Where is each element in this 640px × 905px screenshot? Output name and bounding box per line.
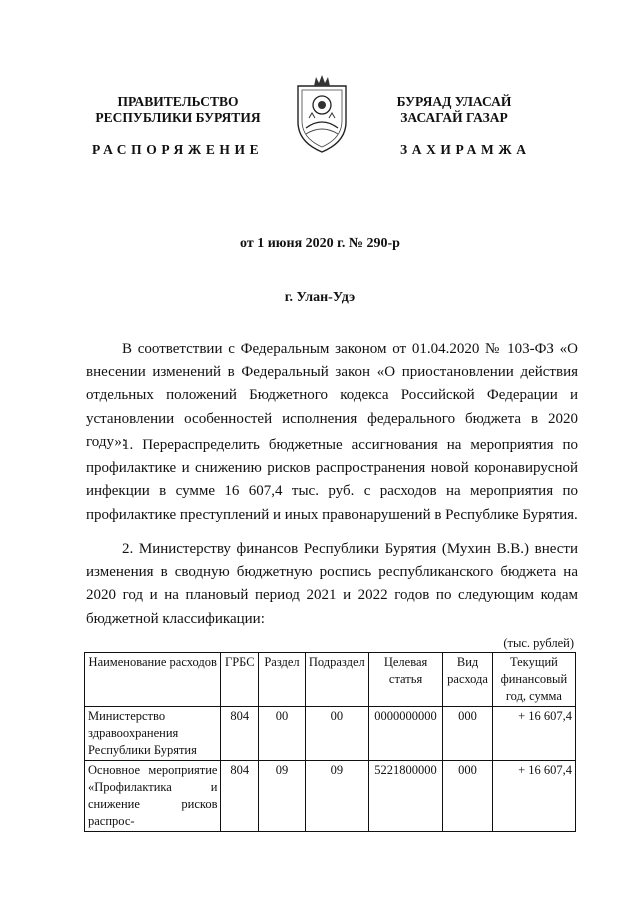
issuer-name-buryat: [374, 94, 534, 126]
cell-expense-name: Основное мероприятие «Профилактика и снижение рисков распрос-: [85, 761, 221, 832]
clause-1-paragraph: 1. Перераспределить бюджетные ассигнования на мероприятия по профилактике и снижению рисков распространения новой коронавирусной инфекции в сумме 16 607,4 тыс. руб. с расходов на мероприятия по профилактике преступлений и иных правонарушений в Республике Бурятия.: [86, 437, 578, 523]
header-subsection: Подраздел: [305, 653, 368, 707]
document-type-russian: РАСПОРЯЖЕНИЕ: [92, 142, 264, 157]
header-grbs: ГРБС: [221, 653, 259, 707]
header-section: Раздел: [259, 653, 306, 707]
document-date-number: от 1 июня 2020 г. № 290-р: [240, 236, 400, 251]
document-city: г. Улан-Удэ: [284, 290, 356, 305]
table-header-row: [85, 653, 576, 707]
cell-section: 00: [259, 707, 306, 761]
cell-grbs: 804: [221, 707, 259, 761]
cell-amount: + 16 607,4: [492, 707, 575, 761]
coat-of-arms-emblem: [292, 72, 352, 154]
table-row: [85, 761, 576, 832]
cell-expense-name: Министерство здравоохранения Республики Бурятия: [85, 707, 221, 761]
budget-table: [84, 652, 576, 832]
issuer-line-2: РЕСПУБЛИКИ БУРЯТИЯ: [95, 110, 261, 125]
cell-amount: + 16 607,4: [492, 761, 575, 832]
cell-expense-type: 000: [443, 761, 492, 832]
table-units: (тыс. рублей): [503, 636, 574, 650]
preamble-paragraph: В соответствии с Федеральным законом от 01.04.2020 № 103-ФЗ «О внесении изменений в Федеральный закон «О приостановлении действия отдельных положений Бюджетного кодекса Российской Федерации и установлении особенностей исполнения федерального бюджета в 2020 году»:: [86, 341, 578, 450]
cell-section: 09: [259, 761, 306, 832]
header-expense-type: Вид расхода: [443, 653, 492, 707]
header-expense-name: Наименование расходов: [85, 653, 221, 707]
table-row: [85, 707, 576, 761]
header-current-year-amount: Текущий финансовый год, сумма: [492, 653, 575, 707]
issuer-name-russian: [88, 94, 268, 126]
cell-target-article: 0000000000: [368, 707, 443, 761]
cell-target-article: 5221800000: [368, 761, 443, 832]
cell-subsection: 09: [305, 761, 368, 832]
issuer-line-2-buryat: ЗАСАГАЙ ГАЗАР: [400, 110, 508, 125]
cell-expense-type: 000: [443, 707, 492, 761]
issuer-line-1: ПРАВИТЕЛЬСТВО: [117, 94, 239, 109]
header-target-article: Целевая статья: [368, 653, 443, 707]
clause-2-paragraph: 2. Министерству финансов Республики Бурятия (Мухин В.В.) внести изменения в сводную бюджетную роспись республиканского бюджета на 2020 год и на плановый период 2021 и 2022 годов по следующим кодам бюджетной классификации:: [86, 541, 578, 627]
document-type-buryat: ЗАХИРАМЖА: [400, 142, 531, 157]
cell-grbs: 804: [221, 761, 259, 832]
issuer-line-1-buryat: БУРЯАД УЛАСАЙ: [396, 94, 512, 109]
cell-subsection: 00: [305, 707, 368, 761]
